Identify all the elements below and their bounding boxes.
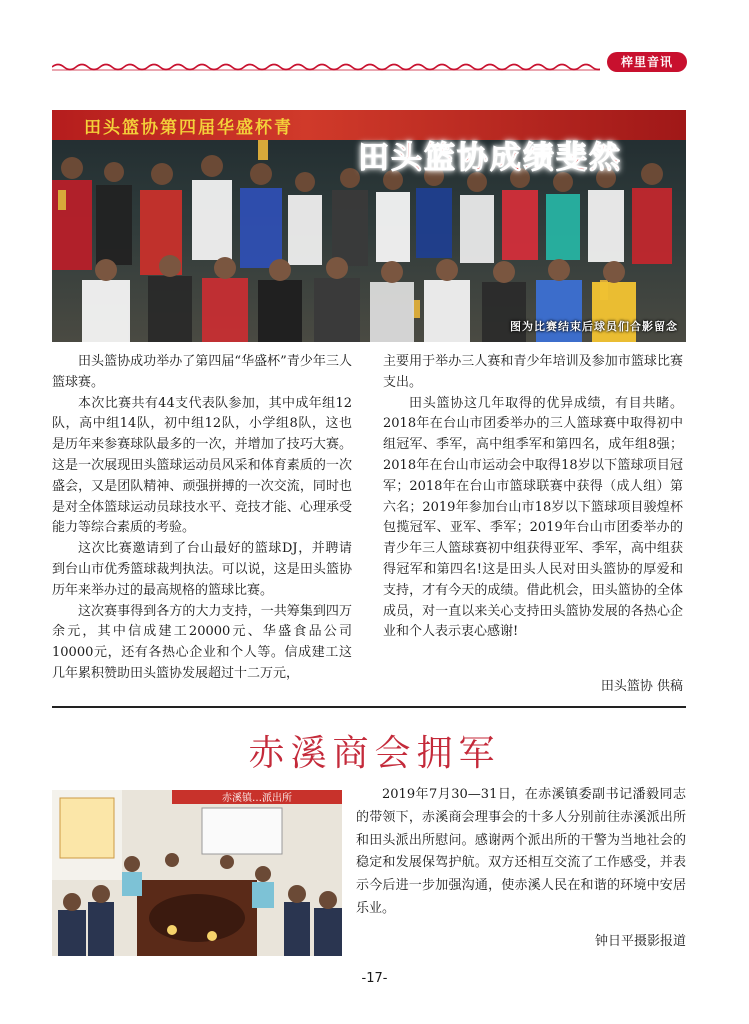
photo-banner-text: 田头篮协第四届华盛杯青 bbox=[84, 118, 293, 138]
article2-title: 赤溪商会拥军 bbox=[248, 733, 501, 774]
paragraph: 本次比赛共有44支代表队参加，其中成年组12队，高中组14队，初中组12队，小学组8队，这也是历年来参赛球队最多的一次，并增加了技巧大赛。这是一次展现田头篮球运动员风采和体育素质的一次盛会，又是团队精神、顽强拼搏的一次交流，同时也是对全体篮球运动员球技水平、竞技才能、心理承受能力等综合素质的考验。 bbox=[52, 395, 352, 536]
paragraph: 田头篮协这几年取得的优异成绩，有目共睹。2018年在台山市团委举办的三人篮球赛中取得初中组冠军、季军，高中组季军和第四名，成年组8强；2018年在台山市运动会中取得18岁以下篮球项目冠军；2018年在台山市篮球联赛中获得（成人组）第六名；2019年参加台山市18岁以下篮球项目骏煌杯包揽冠军、亚军、季军；2019年台山市团委举办的青少年三人篮球赛初中组获得亚军、季军，高中组获得冠军和第四名!这是田头人民对田头篮协的厚爱和支持，才有今天的成绩。借此机会，田头篮协的全体成员，对一直以来关心支持田头篮协发展的各热心企业和个人表示衷心感谢! bbox=[383, 395, 683, 640]
paragraph: 田头篮协成功举办了第四届“华盛杯”青少年三人篮球赛。 bbox=[52, 354, 352, 390]
article1-right-column bbox=[383, 352, 683, 643]
paragraph-continuation: 主要用于举办三人赛和青少年培训及参加市篮球比赛支出。 bbox=[383, 354, 683, 390]
team-photo bbox=[52, 110, 686, 342]
section-badge: 梓里音讯 bbox=[607, 52, 687, 72]
photo-caption: 图为比赛结束后球员们合影留念 bbox=[510, 320, 678, 333]
wall-banner-text: 赤溪镇…派出所 bbox=[222, 793, 292, 804]
meeting-room-illustration bbox=[52, 790, 342, 956]
page-number: -17- bbox=[361, 971, 388, 986]
article2-body bbox=[356, 784, 686, 921]
paragraph: 2019年7月30—31日，在赤溪镇委副书记潘毅同志的带领下，赤溪商会理事会的十多人分别前往赤溪派出所和田头派出所慰问。感谢两个派出所的干警为当地社会的稳定和发展保驾护航。双方还相互交流了工作感受，并表示今后进一步加强沟通，使赤溪人民在和谐的环境中安居乐业。 bbox=[356, 787, 686, 916]
paragraph: 这次比赛邀请到了台山最好的篮球DJ，并聘请到台山市优秀篮球裁判执法。可以说，这是田头篮协历年来举办过的最高规格的篮球比赛。 bbox=[52, 541, 352, 598]
article1-credit: 田头篮协 供稿 bbox=[600, 679, 683, 694]
meeting-photo bbox=[52, 790, 342, 956]
header-wave-line bbox=[52, 62, 600, 72]
article2-credit: 钟日平摄影报道 bbox=[594, 934, 686, 949]
section-divider bbox=[52, 706, 686, 708]
article1-left-column bbox=[52, 352, 352, 685]
paragraph: 这次赛事得到各方的大力支持，一共筹集到四万余元，其中信成建工20000元、华盛食品公司10000元，还有各热心企业和个人等。信成建工这几年累积赞助田头篮协发展超过十二万元， bbox=[52, 603, 352, 681]
article-headline: 田头篮协成绩斐然 bbox=[358, 140, 622, 176]
